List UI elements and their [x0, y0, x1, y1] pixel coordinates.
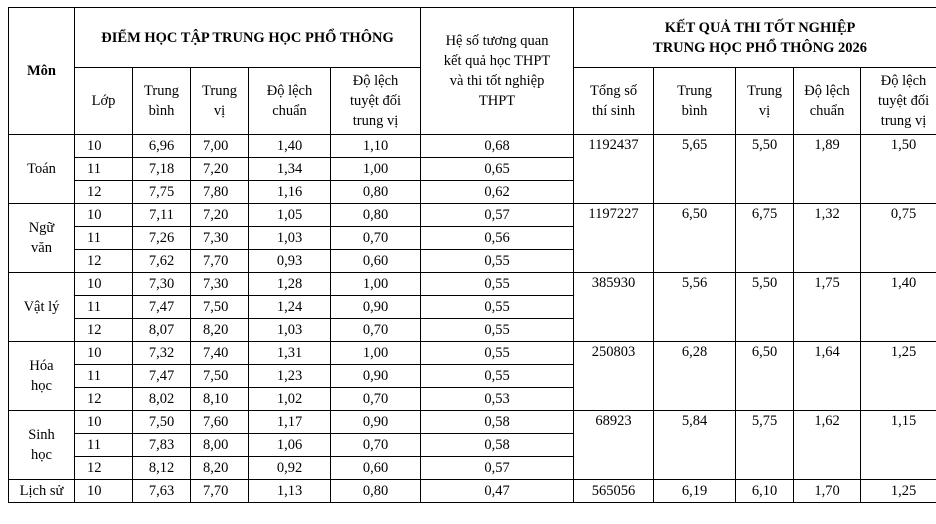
- exam-median-abs-dev: 0,75: [861, 204, 936, 273]
- exam-total-candidates: 250803: [574, 342, 654, 411]
- col-header-trung-binh: Trung bình: [133, 68, 191, 135]
- header-row-1: [9, 8, 936, 68]
- std-dev-cell: 1,16: [249, 181, 331, 204]
- std-dev-cell: 1,02: [249, 388, 331, 411]
- group-header-diem-hoc-tap: ĐIỂM HỌC TẬP TRUNG HỌC PHỔ THÔNG: [75, 8, 421, 68]
- subject-name-line: Toán: [27, 161, 56, 177]
- correlation-cell: 0,57: [421, 457, 574, 480]
- exam-median: 6,50: [736, 342, 794, 411]
- std-dev-cell: 1,23: [249, 365, 331, 388]
- class-cell: 12: [75, 388, 133, 411]
- std-dev-cell: 1,03: [249, 319, 331, 342]
- median-cell: 7,20: [191, 204, 249, 227]
- score-statistics-table: [8, 7, 936, 503]
- median-abs-dev-cell: 1,00: [331, 342, 421, 365]
- std-dev-cell: 0,93: [249, 250, 331, 273]
- subject-name-line: văn: [31, 240, 52, 256]
- col-header-do-lech-chuan: Độ lệch chuẩn: [249, 68, 331, 135]
- class-cell: 11: [75, 158, 133, 181]
- correlation-cell: 0,47: [421, 480, 574, 503]
- std-dev-cell: 1,28: [249, 273, 331, 296]
- class-cell: 10: [75, 204, 133, 227]
- median-abs-dev-cell: 0,70: [331, 319, 421, 342]
- exam-median: 5,75: [736, 411, 794, 480]
- table-row: [9, 411, 936, 434]
- correlation-cell: 0,55: [421, 319, 574, 342]
- table-body: [9, 8, 936, 503]
- exam-median: 6,10: [736, 480, 794, 503]
- exam-median: 6,75: [736, 204, 794, 273]
- median-abs-dev-cell: 0,90: [331, 296, 421, 319]
- he-so-line-2: kết quả học THPT: [443, 53, 551, 69]
- correlation-cell: 0,56: [421, 227, 574, 250]
- mean-cell: 7,62: [133, 250, 191, 273]
- class-cell: 11: [75, 365, 133, 388]
- std-dev-cell: 1,31: [249, 342, 331, 365]
- correlation-cell: 0,58: [421, 434, 574, 457]
- subject-name-line: Ngữ: [28, 220, 55, 236]
- col-header-exam-trung-binh: Trung bình: [654, 68, 736, 135]
- exam-median-abs-dev: 1,25: [861, 480, 936, 503]
- median-cell: 7,30: [191, 227, 249, 250]
- class-cell: 10: [75, 480, 133, 503]
- median-cell: 8,00: [191, 434, 249, 457]
- mean-cell: 7,32: [133, 342, 191, 365]
- std-dev-cell: 1,05: [249, 204, 331, 227]
- median-abs-dev-cell: 0,70: [331, 434, 421, 457]
- subject-name-line: học: [31, 447, 52, 463]
- subject-name: [9, 342, 75, 411]
- median-cell: 7,80: [191, 181, 249, 204]
- std-dev-cell: 1,03: [249, 227, 331, 250]
- correlation-cell: 0,68: [421, 135, 574, 158]
- std-dev-cell: 0,92: [249, 457, 331, 480]
- correlation-cell: 0,57: [421, 204, 574, 227]
- median-abs-dev-cell: 0,70: [331, 388, 421, 411]
- class-cell: 11: [75, 296, 133, 319]
- median-cell: 7,20: [191, 158, 249, 181]
- correlation-cell: 0,55: [421, 342, 574, 365]
- exam-median-abs-dev: 1,40: [861, 273, 936, 342]
- exam-total-candidates: 1192437: [574, 135, 654, 204]
- correlation-cell: 0,55: [421, 365, 574, 388]
- exam-total-candidates: 385930: [574, 273, 654, 342]
- mean-cell: 7,75: [133, 181, 191, 204]
- mean-cell: 6,96: [133, 135, 191, 158]
- std-dev-cell: 1,40: [249, 135, 331, 158]
- mean-cell: 8,12: [133, 457, 191, 480]
- class-cell: 10: [75, 342, 133, 365]
- ket-qua-line-2: TRUNG HỌC PHỔ THÔNG 2026: [653, 39, 868, 56]
- median-cell: 8,20: [191, 319, 249, 342]
- group-header-ket-qua-thi: [574, 8, 936, 68]
- median-cell: 7,70: [191, 480, 249, 503]
- median-abs-dev-cell: 0,90: [331, 411, 421, 434]
- class-cell: 12: [75, 319, 133, 342]
- he-so-line-3: và thi tốt nghiệp: [449, 73, 545, 89]
- class-cell: 12: [75, 457, 133, 480]
- mean-cell: 7,47: [133, 296, 191, 319]
- subject-name: [9, 135, 75, 204]
- col-header-mon: Môn: [9, 8, 75, 135]
- std-dev-cell: 1,06: [249, 434, 331, 457]
- correlation-cell: 0,65: [421, 158, 574, 181]
- col-header-exam-do-lech-tuyet-doi: Độ lệch tuyệt đối trung vị: [861, 68, 936, 135]
- mean-cell: 7,50: [133, 411, 191, 434]
- exam-total-candidates: 1197227: [574, 204, 654, 273]
- col-header-he-so-tuong-quan: [421, 8, 574, 135]
- exam-std-dev: 1,62: [794, 411, 861, 480]
- correlation-cell: 0,55: [421, 273, 574, 296]
- subject-name-line: Hóa: [29, 358, 54, 374]
- class-cell: 10: [75, 273, 133, 296]
- table-row: [9, 480, 936, 503]
- class-cell: 12: [75, 250, 133, 273]
- std-dev-cell: 1,34: [249, 158, 331, 181]
- ket-qua-line-1: KẾT QUẢ THI TỐT NGHIỆP: [664, 19, 856, 36]
- col-header-lop: Lớp: [75, 68, 133, 135]
- median-cell: 8,20: [191, 457, 249, 480]
- median-abs-dev-cell: 1,00: [331, 158, 421, 181]
- exam-median-abs-dev: 1,15: [861, 411, 936, 480]
- exam-mean: 6,50: [654, 204, 736, 273]
- subject-name-line: học: [31, 378, 52, 394]
- correlation-cell: 0,58: [421, 411, 574, 434]
- median-abs-dev-cell: 0,90: [331, 365, 421, 388]
- exam-std-dev: 1,32: [794, 204, 861, 273]
- median-abs-dev-cell: 0,80: [331, 204, 421, 227]
- mean-cell: 7,11: [133, 204, 191, 227]
- median-abs-dev-cell: 0,80: [331, 181, 421, 204]
- subject-name: [9, 204, 75, 273]
- median-abs-dev-cell: 0,60: [331, 250, 421, 273]
- table-row: [9, 273, 936, 296]
- col-header-tong-so-thi-sinh: Tổng số thí sinh: [574, 68, 654, 135]
- mean-cell: 7,83: [133, 434, 191, 457]
- subject-name-line: Vật lý: [23, 299, 60, 315]
- subject-name-line: Lịch sử: [19, 483, 64, 499]
- std-dev-cell: 1,24: [249, 296, 331, 319]
- class-cell: 11: [75, 227, 133, 250]
- mean-cell: 7,47: [133, 365, 191, 388]
- median-cell: 7,50: [191, 365, 249, 388]
- he-so-line-4: THPT: [478, 93, 516, 109]
- correlation-cell: 0,55: [421, 250, 574, 273]
- class-cell: 10: [75, 411, 133, 434]
- exam-std-dev: 1,70: [794, 480, 861, 503]
- exam-mean: 6,19: [654, 480, 736, 503]
- mean-cell: 7,18: [133, 158, 191, 181]
- exam-std-dev: 1,89: [794, 135, 861, 204]
- class-cell: 10: [75, 135, 133, 158]
- std-dev-cell: 1,17: [249, 411, 331, 434]
- exam-std-dev: 1,64: [794, 342, 861, 411]
- exam-std-dev: 1,75: [794, 273, 861, 342]
- exam-median: 5,50: [736, 135, 794, 204]
- median-cell: 7,40: [191, 342, 249, 365]
- subject-name: [9, 273, 75, 342]
- median-cell: 7,70: [191, 250, 249, 273]
- median-cell: 7,60: [191, 411, 249, 434]
- median-abs-dev-cell: 0,70: [331, 227, 421, 250]
- mean-cell: 7,26: [133, 227, 191, 250]
- exam-mean: 5,84: [654, 411, 736, 480]
- exam-median: 5,50: [736, 273, 794, 342]
- subject-name: [9, 480, 75, 503]
- mean-cell: 7,63: [133, 480, 191, 503]
- class-cell: 11: [75, 434, 133, 457]
- median-abs-dev-cell: 1,10: [331, 135, 421, 158]
- median-cell: 7,00: [191, 135, 249, 158]
- col-header-exam-do-lech-chuan: Độ lệch chuẩn: [794, 68, 861, 135]
- median-abs-dev-cell: 0,80: [331, 480, 421, 503]
- table-row: [9, 342, 936, 365]
- exam-mean: 5,65: [654, 135, 736, 204]
- col-header-do-lech-tuyet-doi: Độ lệch tuyệt đối trung vị: [331, 68, 421, 135]
- median-cell: 7,50: [191, 296, 249, 319]
- median-abs-dev-cell: 0,60: [331, 457, 421, 480]
- he-so-line-1: Hệ số tương quan: [445, 33, 549, 49]
- exam-total-candidates: 565056: [574, 480, 654, 503]
- subject-name-line: Sinh: [28, 427, 55, 443]
- class-cell: 12: [75, 181, 133, 204]
- exam-mean: 5,56: [654, 273, 736, 342]
- exam-median-abs-dev: 1,25: [861, 342, 936, 411]
- mean-cell: 7,30: [133, 273, 191, 296]
- table-row: [9, 135, 936, 158]
- std-dev-cell: 1,13: [249, 480, 331, 503]
- median-cell: 7,30: [191, 273, 249, 296]
- mean-cell: 8,02: [133, 388, 191, 411]
- exam-mean: 6,28: [654, 342, 736, 411]
- exam-total-candidates: 68923: [574, 411, 654, 480]
- col-header-trung-vi: Trung vị: [191, 68, 249, 135]
- median-abs-dev-cell: 1,00: [331, 273, 421, 296]
- exam-median-abs-dev: 1,50: [861, 135, 936, 204]
- table-row: [9, 204, 936, 227]
- median-cell: 8,10: [191, 388, 249, 411]
- col-header-exam-trung-vi: Trung vị: [736, 68, 794, 135]
- correlation-cell: 0,55: [421, 296, 574, 319]
- subject-name: [9, 411, 75, 480]
- correlation-cell: 0,53: [421, 388, 574, 411]
- mean-cell: 8,07: [133, 319, 191, 342]
- correlation-cell: 0,62: [421, 181, 574, 204]
